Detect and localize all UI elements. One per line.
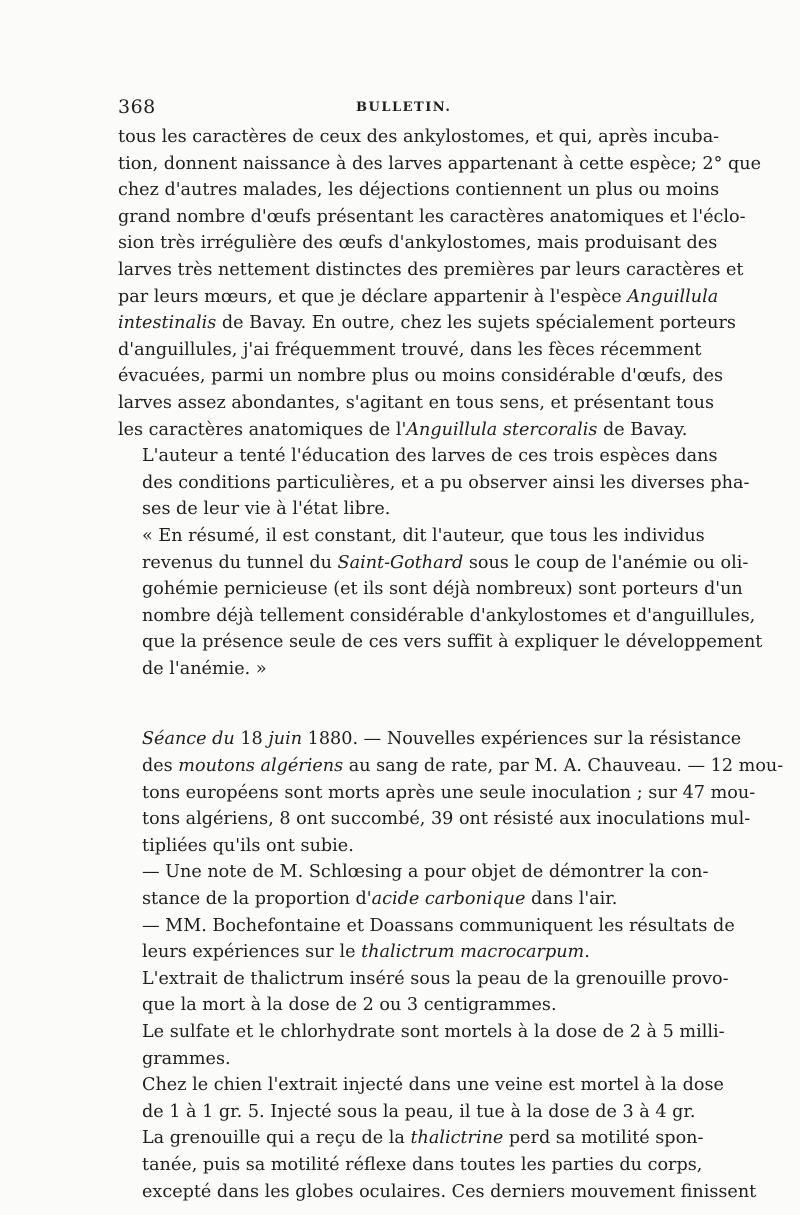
text-line: stance de la proportion d'acide carbonique dans l'air. xyxy=(142,889,618,910)
paragraph xyxy=(118,913,735,966)
page-number: 368 xyxy=(118,96,156,118)
text-line: — Une note de M. Schlœsing a pour objet de démontrer la con- xyxy=(142,862,709,883)
text-line: les caractères anatomiques de l'Anguillula stercoralis de Bavay. xyxy=(118,419,688,440)
text-line: que la présence seule de ces vers suffit à expliquer le développement xyxy=(142,632,763,653)
text-line: La grenouille qui a reçu de la thalictrine perd sa motilité spon- xyxy=(142,1128,704,1149)
paragraph xyxy=(118,1019,725,1072)
paragraph xyxy=(118,726,784,859)
text-line: par leurs mœurs, et que je déclare appartenir à l'espèce Anguillula xyxy=(118,286,719,307)
section-gap xyxy=(118,682,684,726)
text-line: ses de leur vie à l'état libre. xyxy=(142,499,391,520)
text-line: évacuées, parmi un nombre plus ou moins considérable d'œufs, des xyxy=(118,366,724,387)
text-line: larves assez abondantes, s'agitant en tous sens, et présentant tous xyxy=(118,392,715,413)
italic-text: intestinalis xyxy=(118,313,217,334)
text-line: des moutons algériens au sang de rate, par M. A. Chauveau. — 12 mou- xyxy=(142,756,784,777)
italic-text: thalictrine xyxy=(410,1128,504,1149)
paragraph xyxy=(118,1072,724,1125)
text-line: grammes. xyxy=(142,1048,231,1069)
text-line: tipliées qu'ils ont subie. xyxy=(142,835,354,856)
running-head: BULLETIN. xyxy=(356,100,452,115)
paragraph xyxy=(118,1125,757,1205)
italic-text: moutons algériens xyxy=(178,756,344,777)
text-line: Chez le chien l'extrait injecté dans une veine est mortel à la dose xyxy=(142,1075,724,1096)
paragraph xyxy=(118,859,709,912)
text-line: nombre déjà tellement considérable d'ankylostomes et d'anguillules, xyxy=(142,605,756,626)
body-text xyxy=(118,124,784,1205)
text-line: d'anguillules, j'ai fréquemment trouvé, dans les fèces récemment xyxy=(118,339,702,360)
paragraph xyxy=(118,966,729,1019)
text-line: Le sulfate et le chlorhydrate sont mortels à la dose de 2 à 5 milli- xyxy=(142,1022,725,1042)
text-line: — MM. Bochefontaine et Doassans communiquent les résultats de xyxy=(142,915,735,936)
text-line: de 1 à 1 gr. 5. Injecté sous la peau, il tue à la dose de 3 à 4 gr. xyxy=(142,1101,696,1122)
text-line: intestinalis de Bavay. En outre, chez les sujets spécialement porteurs xyxy=(118,313,736,334)
italic-text: acide carbonique xyxy=(371,889,526,910)
text-line: grand nombre d'œufs présentant les caractères anatomiques et l'éclo- xyxy=(118,206,746,227)
italic-text: juin xyxy=(268,729,303,750)
paragraph xyxy=(118,523,763,683)
text-line: larves très nettement distinctes des premières par leurs caractères et xyxy=(118,259,744,280)
page-header xyxy=(118,96,688,120)
text-line: tanée, puis sa motilité réflexe dans toutes les parties du corps, xyxy=(142,1154,703,1175)
text-line: gohémie pernicieuse (et ils sont déjà nombreux) sont porteurs d'un xyxy=(142,579,743,600)
text-line: leurs expériences sur le thalictrum macrocarpum. xyxy=(142,942,590,963)
text-line: L'auteur a tenté l'éducation des larves de ces trois espèces dans xyxy=(142,446,718,467)
text-line: tous les caractères de ceux des ankylostomes, et qui, après incuba- xyxy=(118,127,720,147)
text-line: « En résumé, il est constant, dit l'auteur, que tous les individus xyxy=(142,525,705,546)
paragraph xyxy=(118,124,761,443)
text-line: que la mort à la dose de 2 ou 3 centigrammes. xyxy=(142,995,557,1016)
text-line: tons européens sont morts après une seule inoculation ; sur 47 mou- xyxy=(142,782,756,803)
text-line: tons algériens, 8 ont succombé, 39 ont résisté aux inoculations mul- xyxy=(142,809,751,830)
text-line: revenus du tunnel du Saint-Gothard sous le coup de l'anémie ou oli- xyxy=(142,552,749,573)
text-line: excepté dans les globes oculaires. Ces derniers mouvement finissent xyxy=(142,1181,757,1202)
paragraph xyxy=(118,443,750,523)
italic-text: Séance du xyxy=(142,729,235,750)
italic-text: Anguillula xyxy=(627,286,719,307)
text-line: tion, donnent naissance à des larves appartenant à cette espèce; 2° que xyxy=(118,153,761,174)
text-line: de l'anémie. » xyxy=(142,658,267,679)
italic-text: thalictrum macrocarpum xyxy=(361,942,585,963)
text-line: sion très irrégulière des œufs d'ankylostomes, mais produisant des xyxy=(118,233,718,254)
text-line: des conditions particulières, et a pu observer ainsi les diverses pha- xyxy=(142,472,750,493)
text-line: L'extrait de thalictrum inséré sous la peau de la grenouille provo- xyxy=(142,968,729,989)
italic-text: Saint-Gothard xyxy=(337,552,464,573)
text-line: Séance du 18 juin 1880. — Nouvelles expériences sur la résistance xyxy=(142,729,742,750)
text-line: chez d'autres malades, les déjections contiennent un plus ou moins xyxy=(118,180,720,201)
italic-text: Anguillula stercoralis xyxy=(406,419,598,440)
